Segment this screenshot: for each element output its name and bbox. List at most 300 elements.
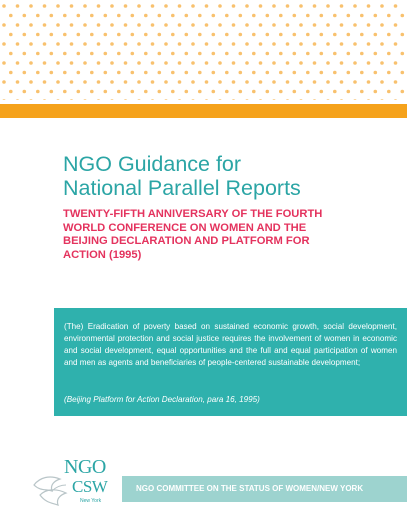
- pattern-dot: [306, 52, 310, 56]
- pattern-dot: [367, 4, 371, 8]
- pattern-dot: [16, 99, 20, 100]
- pattern-dot: [90, 71, 94, 75]
- pattern-dot: [104, 71, 108, 75]
- pattern-dot: [401, 14, 405, 18]
- pattern-dot: [158, 14, 162, 18]
- pattern-dot: [333, 71, 337, 75]
- pattern-dot: [151, 99, 155, 100]
- pattern-dot: [218, 4, 222, 8]
- subtitle: [63, 208, 363, 262]
- pattern-dot: [245, 80, 249, 84]
- pattern-dot: [164, 23, 168, 27]
- pattern-dot: [374, 52, 378, 56]
- pattern-dot: [360, 52, 364, 56]
- pattern-dot: [299, 4, 303, 8]
- pattern-dot: [252, 71, 256, 75]
- pattern-dot: [151, 80, 155, 84]
- pattern-dot: [367, 23, 371, 27]
- pattern-dot: [131, 90, 135, 94]
- pattern-dot: [83, 4, 87, 8]
- pattern-dot: [380, 99, 384, 100]
- pattern-dot: [313, 99, 317, 100]
- pattern-dot: [56, 61, 60, 65]
- pattern-dot: [394, 99, 398, 100]
- pattern-dot: [259, 4, 263, 8]
- pattern-dot: [36, 33, 40, 37]
- pattern-dot: [185, 14, 189, 18]
- pattern-dot: [387, 71, 391, 75]
- pattern-dot: [90, 52, 94, 56]
- pattern-dot: [70, 80, 74, 84]
- pattern-dot: [56, 99, 60, 100]
- pattern-dot: [232, 99, 236, 100]
- pattern-dot: [286, 80, 290, 84]
- pattern-dot: [77, 71, 81, 75]
- pattern-dot: [164, 99, 168, 100]
- pattern-dot: [380, 23, 384, 27]
- pattern-dot: [63, 71, 67, 75]
- pattern-dot: [225, 90, 229, 94]
- pattern-dot: [239, 14, 243, 18]
- pattern-dot: [299, 42, 303, 46]
- pattern-dot: [70, 4, 74, 8]
- pattern-dot: [232, 42, 236, 46]
- pattern-dot: [43, 4, 47, 8]
- pattern-dot: [286, 23, 290, 27]
- page-title: [63, 152, 393, 200]
- pattern-dot: [387, 33, 391, 37]
- pattern-dot: [124, 42, 128, 46]
- pattern-dot: [306, 14, 310, 18]
- pattern-dot: [43, 80, 47, 84]
- pattern-dot: [313, 80, 317, 84]
- pattern-dot: [191, 4, 195, 8]
- pattern-dot: [333, 33, 337, 37]
- quote-text: (The) Eradication of poverty based on sustained economic growth, social development, environmental protection and social justice requires the involvement of women in economic and social development, equal opportunities and the full and equal participation of women and men as agents and beneficiaries of people-centered sustainable development;: [64, 322, 397, 367]
- pattern-dot: [367, 42, 371, 46]
- pattern-dot: [198, 14, 202, 18]
- pattern-dot: [185, 52, 189, 56]
- pattern-dot: [205, 80, 209, 84]
- pattern-dot: [50, 71, 54, 75]
- pattern-dot: [144, 90, 148, 94]
- pattern-dot: [401, 90, 405, 94]
- pattern-dot: [232, 80, 236, 84]
- pattern-dot: [16, 61, 20, 65]
- pattern-dot: [293, 71, 297, 75]
- pattern-dot: [2, 23, 6, 27]
- pattern-dot: [286, 99, 290, 100]
- subtitle-line: BEIJING DECLARATION AND PLATFORM FOR: [63, 235, 310, 247]
- footer-text: NGO COMMITTEE ON THE STATUS OF WOMEN/NEW YORK: [136, 484, 364, 493]
- pattern-dot: [198, 71, 202, 75]
- pattern-dot: [245, 42, 249, 46]
- pattern-dot: [9, 90, 13, 94]
- pattern-dot: [191, 23, 195, 27]
- pattern-dot: [279, 14, 283, 18]
- pattern-dot: [239, 71, 243, 75]
- pattern-dot: [380, 4, 384, 8]
- pattern-dot: [279, 52, 283, 56]
- pattern-dot: [299, 99, 303, 100]
- pattern-dot: [266, 33, 270, 37]
- dot-pattern: [0, 0, 407, 100]
- pattern-dot: [340, 99, 344, 100]
- pattern-dot: [144, 33, 148, 37]
- pattern-dot: [63, 52, 67, 56]
- pattern-dot: [164, 80, 168, 84]
- pattern-dot: [185, 33, 189, 37]
- pattern-dot: [259, 23, 263, 27]
- pattern-dot: [29, 42, 33, 46]
- pattern-dot: [131, 33, 135, 37]
- pattern-dot: [353, 42, 357, 46]
- pattern-dot: [97, 42, 101, 46]
- pattern-dot: [77, 52, 81, 56]
- pattern-dot: [340, 23, 344, 27]
- pattern-dot: [212, 71, 216, 75]
- pattern-dot: [63, 14, 67, 18]
- pattern-dot: [83, 23, 87, 27]
- pattern-dot: [83, 42, 87, 46]
- footer-bar: [122, 476, 407, 502]
- pattern-dot: [124, 61, 128, 65]
- pattern-dot: [245, 99, 249, 100]
- pattern-dot: [374, 33, 378, 37]
- pattern-dot: [320, 90, 324, 94]
- orange-band: [0, 104, 407, 118]
- pattern-dot: [394, 23, 398, 27]
- pattern-dot: [313, 42, 317, 46]
- pattern-dot: [360, 71, 364, 75]
- pattern-dot: [225, 33, 229, 37]
- logo-ngo-text: NGO: [64, 456, 106, 478]
- pattern-dot: [394, 61, 398, 65]
- pattern-dot: [97, 61, 101, 65]
- pattern-dot: [131, 71, 135, 75]
- pattern-dot: [232, 23, 236, 27]
- pattern-dot: [110, 42, 114, 46]
- pattern-dot: [340, 4, 344, 8]
- pattern-dot: [347, 33, 351, 37]
- pattern-dot: [340, 42, 344, 46]
- pattern-dot: [401, 52, 405, 56]
- pattern-dot: [272, 80, 276, 84]
- pattern-dot: [252, 14, 256, 18]
- pattern-dot: [104, 52, 108, 56]
- pattern-dot: [164, 4, 168, 8]
- pattern-dot: [205, 99, 209, 100]
- pattern-dot: [70, 42, 74, 46]
- pattern-dot: [205, 23, 209, 27]
- pattern-dot: [36, 14, 40, 18]
- pattern-dot: [259, 42, 263, 46]
- pattern-dot: [16, 42, 20, 46]
- pattern-dot: [104, 14, 108, 18]
- pattern-dot: [245, 4, 249, 8]
- pattern-dot: [23, 33, 27, 37]
- pattern-dot: [272, 42, 276, 46]
- pattern-dot: [178, 80, 182, 84]
- pattern-dot: [178, 23, 182, 27]
- pattern-dot: [9, 33, 13, 37]
- pattern-dot: [218, 80, 222, 84]
- pattern-dot: [2, 42, 6, 46]
- pattern-dot: [313, 61, 317, 65]
- pattern-dot: [124, 4, 128, 8]
- pattern-dot: [259, 80, 263, 84]
- pattern-dot: [178, 61, 182, 65]
- pattern-dot: [259, 61, 263, 65]
- pattern-dot: [117, 71, 121, 75]
- pattern-dot: [387, 14, 391, 18]
- pattern-dot: [245, 23, 249, 27]
- pattern-dot: [387, 90, 391, 94]
- pattern-dot: [171, 14, 175, 18]
- pattern-dot: [131, 14, 135, 18]
- pattern-dot: [171, 33, 175, 37]
- pattern-dot: [50, 90, 54, 94]
- pattern-dot: [77, 33, 81, 37]
- pattern-dot: [353, 99, 357, 100]
- pattern-dot: [313, 23, 317, 27]
- pattern-dot: [137, 99, 141, 100]
- pattern-dot: [43, 42, 47, 46]
- pattern-dot: [151, 23, 155, 27]
- pattern-dot: [387, 52, 391, 56]
- pattern-dot: [218, 42, 222, 46]
- pattern-dot: [326, 80, 330, 84]
- pattern-dot: [83, 61, 87, 65]
- pattern-dot: [198, 90, 202, 94]
- pattern-dot: [90, 33, 94, 37]
- pattern-dot: [326, 42, 330, 46]
- pattern-dot: [56, 4, 60, 8]
- pattern-dot: [191, 80, 195, 84]
- pattern-dot: [347, 14, 351, 18]
- pattern-dot: [360, 90, 364, 94]
- pattern-dot: [97, 23, 101, 27]
- pattern-dot: [36, 52, 40, 56]
- pattern-dot: [380, 61, 384, 65]
- pattern-dot: [124, 99, 128, 100]
- pattern-dot: [29, 80, 33, 84]
- pattern-dot: [347, 71, 351, 75]
- pattern-dot: [218, 61, 222, 65]
- pattern-dot: [144, 14, 148, 18]
- pattern-dot: [151, 4, 155, 8]
- pattern-dot: [232, 61, 236, 65]
- pattern-dot: [2, 99, 6, 100]
- pattern-dot: [320, 71, 324, 75]
- pattern-dot: [50, 14, 54, 18]
- title-line: NGO Guidance for: [63, 152, 242, 176]
- pattern-dot: [232, 4, 236, 8]
- pattern-dot: [326, 61, 330, 65]
- pattern-dot: [29, 4, 33, 8]
- pattern-dot: [151, 42, 155, 46]
- pattern-dot: [353, 4, 357, 8]
- pattern-dot: [266, 90, 270, 94]
- pattern-dot: [185, 90, 189, 94]
- pattern-dot: [252, 52, 256, 56]
- pattern-dot: [137, 42, 141, 46]
- pattern-dot: [320, 33, 324, 37]
- pattern-dot: [104, 33, 108, 37]
- pattern-dot: [137, 4, 141, 8]
- pattern-dot: [171, 71, 175, 75]
- pattern-dot: [97, 80, 101, 84]
- pattern-dot: [70, 99, 74, 100]
- pattern-dot: [191, 99, 195, 100]
- pattern-dot: [70, 61, 74, 65]
- pattern-dot: [144, 71, 148, 75]
- pattern-dot: [306, 33, 310, 37]
- logo-csw-text: CSW: [72, 477, 108, 496]
- pattern-dot: [63, 33, 67, 37]
- pattern-dot: [29, 61, 33, 65]
- pattern-dot: [137, 23, 141, 27]
- pattern-dot: [144, 52, 148, 56]
- pattern-dot: [158, 52, 162, 56]
- pattern-dot: [380, 42, 384, 46]
- pattern-dot: [63, 90, 67, 94]
- pattern-dot: [367, 99, 371, 100]
- pattern-dot: [178, 42, 182, 46]
- pattern-dot: [23, 90, 27, 94]
- subtitle-line: WORLD CONFERENCE ON WOMEN AND THE: [63, 221, 307, 234]
- pattern-dot: [124, 23, 128, 27]
- pattern-dot: [212, 90, 216, 94]
- pattern-dot: [313, 4, 317, 8]
- pattern-dot: [380, 80, 384, 84]
- pattern-dot: [394, 80, 398, 84]
- pattern-dot: [212, 52, 216, 56]
- pattern-dot: [198, 52, 202, 56]
- pattern-dot: [360, 33, 364, 37]
- pattern-dot: [90, 14, 94, 18]
- pattern-dot: [225, 14, 229, 18]
- pattern-dot: [353, 23, 357, 27]
- pattern-dot: [286, 42, 290, 46]
- pattern-dot: [401, 71, 405, 75]
- pattern-dot: [178, 99, 182, 100]
- pattern-dot: [320, 52, 324, 56]
- pattern-dot: [272, 4, 276, 8]
- pattern-dot: [333, 14, 337, 18]
- pattern-dot: [347, 52, 351, 56]
- pattern-dot: [97, 4, 101, 8]
- pattern-dot: [225, 52, 229, 56]
- pattern-dot: [23, 71, 27, 75]
- pattern-dot: [110, 4, 114, 8]
- pattern-dot: [29, 99, 33, 100]
- pattern-dot: [272, 23, 276, 27]
- pattern-dot: [117, 90, 121, 94]
- pattern-dot: [340, 61, 344, 65]
- pattern-dot: [293, 52, 297, 56]
- pattern-dot: [191, 42, 195, 46]
- pattern-dot: [83, 99, 87, 100]
- pattern-dot: [293, 90, 297, 94]
- pattern-dot: [326, 99, 330, 100]
- pattern-dot: [266, 14, 270, 18]
- pattern-dot: [340, 80, 344, 84]
- pattern-dot: [272, 61, 276, 65]
- pattern-dot: [23, 14, 27, 18]
- pattern-dot: [9, 71, 13, 75]
- pattern-dot: [56, 80, 60, 84]
- pattern-dot: [29, 23, 33, 27]
- pattern-dot: [83, 80, 87, 84]
- pattern-dot: [198, 33, 202, 37]
- pattern-dot: [43, 61, 47, 65]
- pattern-dot: [110, 61, 114, 65]
- pattern-dot: [306, 71, 310, 75]
- pattern-dot: [374, 71, 378, 75]
- pattern-dot: [299, 23, 303, 27]
- pattern-dot: [353, 80, 357, 84]
- pattern-dot: [360, 14, 364, 18]
- pattern-dot: [239, 90, 243, 94]
- pattern-dot: [326, 23, 330, 27]
- ngo-csw-logo: [30, 455, 110, 515]
- pattern-dot: [299, 80, 303, 84]
- pattern-dot: [266, 52, 270, 56]
- pattern-dot: [252, 33, 256, 37]
- pattern-dot: [110, 80, 114, 84]
- pattern-dot: [110, 99, 114, 100]
- pattern-dot: [367, 61, 371, 65]
- pattern-dot: [131, 52, 135, 56]
- pattern-dot: [367, 80, 371, 84]
- pattern-dot: [212, 33, 216, 37]
- pattern-dot: [286, 61, 290, 65]
- pattern-dot: [279, 33, 283, 37]
- pattern-dot: [171, 52, 175, 56]
- pattern-dot: [266, 71, 270, 75]
- quote-box: [54, 308, 407, 416]
- pattern-dot: [272, 99, 276, 100]
- pattern-dot: [218, 99, 222, 100]
- pattern-dot: [306, 90, 310, 94]
- pattern-dot: [252, 90, 256, 94]
- pattern-dot: [245, 61, 249, 65]
- pattern-dot: [117, 52, 121, 56]
- pattern-dot: [137, 61, 141, 65]
- pattern-dot: [239, 33, 243, 37]
- pattern-dot: [394, 4, 398, 8]
- pattern-dot: [320, 14, 324, 18]
- pattern-dot: [77, 14, 81, 18]
- pattern-dot: [56, 42, 60, 46]
- pattern-dot: [104, 90, 108, 94]
- pattern-dot: [171, 90, 175, 94]
- pattern-dot: [36, 90, 40, 94]
- pattern-dot: [286, 4, 290, 8]
- pattern-dot: [205, 61, 209, 65]
- pattern-dot: [225, 71, 229, 75]
- pattern-dot: [124, 80, 128, 84]
- pattern-dot: [293, 14, 297, 18]
- pattern-dot: [158, 71, 162, 75]
- pattern-dot: [16, 4, 20, 8]
- pattern-dot: [293, 33, 297, 37]
- pattern-dot: [164, 61, 168, 65]
- pattern-dot: [401, 33, 405, 37]
- pattern-dot: [23, 52, 27, 56]
- pattern-dot: [16, 80, 20, 84]
